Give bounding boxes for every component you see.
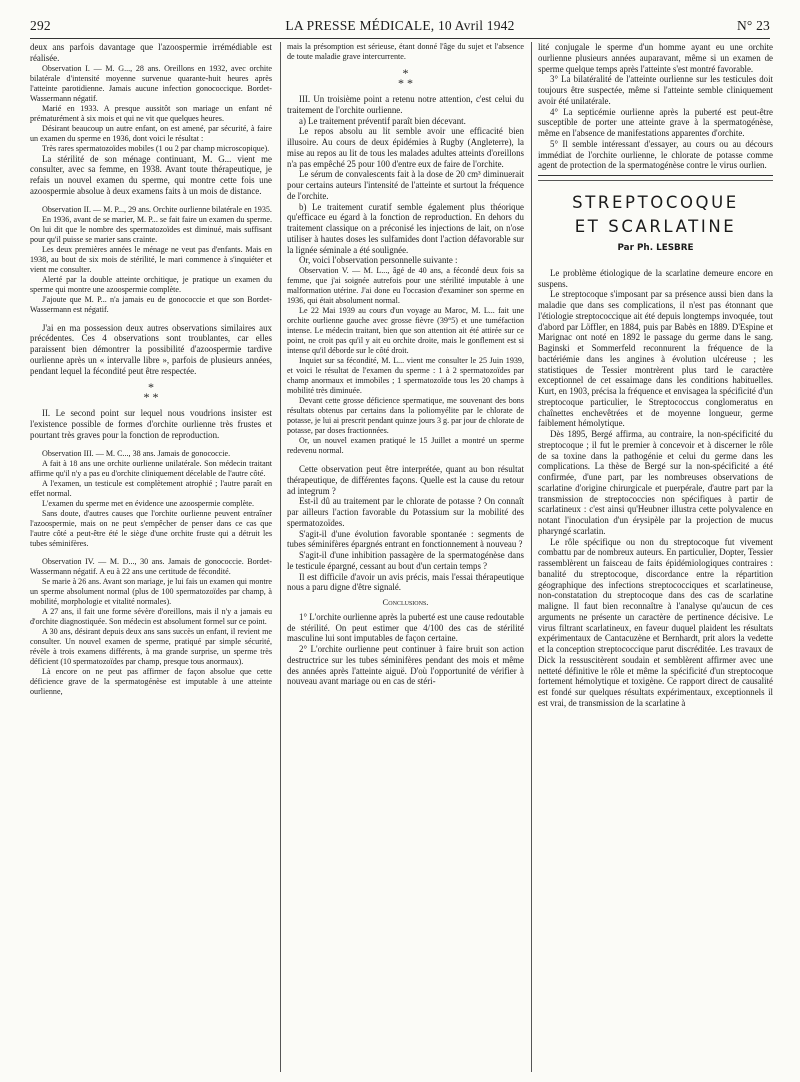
paragraph-gap [30,441,272,449]
paragraph: A fait à 18 ans une orchite ourlienne unilatérale. Son médecin traitant affirme qu'il n'y a pas eu d'orchite cliniquement décelable de l'autre côté. [30,458,272,478]
column-divider [531,42,532,1072]
paragraph: Observation II. — M. P..., 29 ans. Orchite ourlienne bilatérale en 1935. [42,204,272,214]
paragraph: Observation III. — M. C..., 38 ans. Jamais de gonococcie. [42,448,231,458]
paragraph: Inquiet sur sa fécondité, M. L... vient me consulter le 25 Juin 1939, et voici le résultat de l'examen du sperme : 1 à 2 spermatozoïdes par champ anormaux et immobiles ; 1 spermatozoïde tous les 20 champs à mobilité très diminuée. [287,356,524,395]
section-stars: * * * [398,66,413,90]
paragraph: lité conjugale le sperme d'un homme ayant eu une orchite ourlienne plusieurs années auparavant, même si un examen de sperme quelque temps après l'atteinte s'est montré favorable. [538,42,773,74]
paragraph: a) Le traitement préventif paraît bien décevant. [299,115,466,126]
article-body [538,268,773,709]
paragraph: Dès 1895, Bergé affirma, au contraire, la non-spécificité du streptocoque ; il fut le premier à concevoir et à discerner le rôle de sa toxine dans la pathogénie et celui du germe dans les complications. La thèse de Bergé sur la non-spécificité a été confirmée, d'une part, par les nombreuses observations de scarlatine d'origine chirurgicale et puerpérale, d'autre part par la transmission de streptococcies non spécifiques à partir de scarlatineux : c'est ainsi qu'Heubner illustra cette polyvalence en notant l'inoculation d'un érysipèle par la projection de mucus pharyngé scarlatin. [538,429,773,536]
paragraph: Alerté par la double atteinte orchitique, je pratique un examen du sperme qui montre une azoospermie complète. [30,274,272,294]
paragraph: Les deux premières années le ménage ne veut pas d'enfants. Mais en 1938, au bout de six mois de stérilité, le mari commence à s'inquiéter et vient me consulter. [30,244,272,274]
paragraph: Cette observation peut être interprétée, quant au bon résultat thérapeutique, de différentes façons. Quelle est la cause du retour ad integrum ? [287,464,524,496]
article-author: Par Ph. LESBRE [617,243,694,253]
paragraph: Là encore on ne peut pas affirmer de façon absolue que cette déficience grave de la spermatogénèse est imputable à une atteinte ourlienne, [30,666,272,696]
paragraph: S'agit-il d'une inhibition passagère de la spermatogénèse dans le testicule épargné, cessant au bout d'un certain temps ? [287,550,524,571]
paragraph: J'ai en ma possession deux autres observations similaires aux précédentes. Ces 4 observations sont troublantes, car elles paraissent bien démontrer la possibilité d'azoospermie tardive ourlienne après un « intervalle libre », parfois de plusieurs années, pendant lequel la fécondité peut être respectée. [30,322,272,376]
paragraph: S'agit-il d'une évolution favorable spontanée : segments de tubes séminifères épargnés entrant en fonctionnement à nouveau ? [287,528,524,550]
paragraph: Marié en 1933. A presque aussitôt son mariage un enfant né prématurément à six mois et qui ne vit que quelques heures. [30,103,272,123]
paragraph: Le sérum de convalescents fait à la dose de 20 cm³ diminuerait pour certains auteurs l'intensité de l'atteinte et surtout la fréquence de l'orchite. [287,169,524,201]
paragraph: Devant cette grosse déficience spermatique, me souvenant des bons résultats obtenus par certains dans la poliomyélite par le chlorate de potasse, je lui ai prescrit pendant quinze jours 3 g. par jour de chlorate de potasse, par doses fractionnées. [287,396,524,435]
paragraph: deux ans parfois davantage que l'azoospermie irrémédiable est réalisée. [30,42,272,63]
paragraph: Désirant beaucoup un autre enfant, on est amené, par sécurité, à faire un examen du sperme en 1936, dont voici le résultat : [30,123,272,143]
column-2 [287,42,524,1074]
paragraph: L'examen du sperme met en évidence une azoospermie complète. [42,498,255,508]
paragraph: En 1936, avant de se marier, M. P... se fait faire un examen du sperme. On lui dit que le nombre des spermatozoïdes est diminué, mais suffisant pour qu'il puisse se marier sans crainte. [30,214,272,244]
paragraph: La stérilité de son ménage continuant, M. G... vient me consulter, avec sa femme, en 1938. Avant toute thérapeutique, je refais un nouvel examen du sperme, qui montre cette fois une azoospermie absolue à deux examens faits à un mois de distance. [30,153,272,196]
paragraph: Le streptocoque s'imposant par sa présence aussi bien dans la maladie que dans ses complications, il n'est pas étonnant que l'étiologie streptococcique ait été depuis longtemps invoquée, tout d'abord par Löffler, en 1884, puis par Babès en 1889. D'Espine et Marignac ont noté en 1892 le passage du germe dans le sang. Baginski et Sommerfeld reconnurent la fréquence de la bactériémie dans les angines à évolution ulcéreuse ; les statistiques de Tessier montrèrent plus tard le caractère exceptionnel de cet essaimage dans les conditions habituelles. Kurt, en 1903, précisa la fréquence et envisagea la spécificité d'un streptocoque particulier, le Streptococcus conglomeratus en chaînettes enchevêtrées et de moyenne longueur, germe faiblement hémolytique. [538,289,773,429]
article-title [538,191,773,239]
paragraph: Sans doute, d'autres causes que l'orchite ourlienne peuvent entraîner l'azoospermie, mais on ne peut s'empêcher de penser dans ce cas que l'autre côté a peut-être été le siège d'une orchite fruste qui a détruit les tubes séminifères. [30,508,272,548]
paragraph: Le 22 Mai 1939 au cours d'un voyage au Maroc, M. L... fait une orchite ourlienne gauche avec grosse fièvre (39°5) et une tuméfaction intense. Le médecin traitant, bien que son attention ait été attirée sur ce point, ne croit pas qu'il y ait eu orchite droite, mais le gonflement est si intense qu'il déborde sur le côté droit. [287,306,524,355]
paragraph: b) Le traitement curatif semble également plus théorique qu'efficace eu égard à la fonction de reproduction. En dehors du traitement classique on a préconisé les injections de lait, on n'ose utiliser à hautes doses les sulfamides dont l'action défavorable sur la lignée séminale a été soulignée. [287,201,524,255]
issue-date: 10 Avril 1942 [437,18,515,33]
paragraph: mais la présomption est sérieuse, étant donné l'âge du sujet et l'absence de toute maladie grave intercurrente. [287,42,524,61]
paragraph: Il est difficile d'avoir un avis précis, mais l'essai thérapeutique nous a paru digne d'être signalé. [287,571,524,593]
paragraph: A 30 ans, désirant depuis deux ans sans succès un enfant, il revient me consulter. Un nouvel examen de sperme, pratiqué par simple sécurité, révèle à trois examens différents, à ma grande surprise, un sperme très déficient (10 spermatozoïdes par champ, presque tous anormaux). [30,626,272,666]
paragraph: Est-il dû au traitement par le chlorate de potasse ? On connaît par ailleurs l'action favorable du Potassium sur la mobilité des spermatozoïdes. [287,496,524,528]
paragraph: II. Le second point sur lequel nous voudrions insister est l'existence possible de formes d'orchite ourlienne très frustes et pourtant très graves pour la fonction de reproduction. [30,408,272,440]
paragraph: III. Un troisième point a retenu notre attention, c'est celui du traitement de l'orchite ourlienne. [287,94,524,115]
paragraph-gap [30,315,272,323]
article-separator [538,175,773,176]
paragraph: 2° L'orchite ourlienne peut continuer à faire bruit son action destructrice sur les tubes séminifères pendant des mois et même des années après l'atteinte aiguë. D'où l'opportunité de vérifier à nouveau avant mariage ou en cas de stéri- [287,644,524,687]
issue-number: N° 23 [736,18,770,33]
header-rule [30,38,770,39]
paragraph: Or, voici l'observation personnelle suivante : [299,255,458,266]
column-3 [538,42,773,1074]
paragraph: Observation V. — M. L..., âgé de 40 ans, a fécondé deux fois sa femme, que j'ai soignée autrefois pour une stérilité imputable à une malformation utérine. J'ai done eu l'occasion d'examiner son sperme en 1936, qui était absolument normal. [287,266,524,305]
paragraph: Observation I. — M. G..., 28 ans. Oreillons en 1932, avec orchite bilatérale d'intensité moyenne survenue quarante-huit heures après l'atteinte parotidienne. Jamais aucune infection gonococcique. Bordet-Wassermann négatif. [30,63,272,103]
paragraph: Le repos absolu au lit semble avoir une efficacité bien illusoire. Au cours de deux épidémies à Rugby (Angleterre), la mise au repos au lit de tous les malades adultes atteints d'oreillons n'a pas empêché 25 pour 100 d'entre eux de faire de l'orchite. [287,126,524,169]
page-header [30,18,770,38]
paragraph: A 27 ans, il fait une forme sévère d'oreillons, mais il n'y a jamais eu d'orchite diagnostiquée. Son médecin est absolument formel sur ce point. [30,606,272,626]
paragraph: A l'examen, un testicule est complètement atrophié ; l'autre paraît en effet normal. [30,478,272,498]
paragraph: Or, un nouvel examen pratiqué le 15 Juillet a montré un sperme redevenu normal. [287,436,524,455]
paragraph: Très rares spermatozoïdes mobiles (1 ou 2 par champ microscopique). [42,143,270,153]
journal-title: LA PRESSE MÉDICALE, [285,18,435,33]
conclusions-heading: Conclusions. [382,597,429,607]
column-3-continuation [538,42,773,171]
page-number: 292 [30,18,51,33]
paragraph: Le problème étiologique de la scarlatine demeure encore en suspens. [538,267,773,289]
article-separator [538,180,773,181]
paragraph: 5° Il semble intéressant d'essayer, au cours ou au décours immédiat de l'orchite ourlienne, le chlorate de potasse comme agent de protection de la spermatogénèse contre le virus ourlien. [538,138,773,171]
article-title-line: STREPTOCOQUE [572,193,739,212]
section-stars: * * * [143,380,159,405]
paragraph: Observation IV. — M. D..., 30 ans. Jamais de gonococcie. Bordet-Wassermann négatif. A eu à 22 ans une certitude de fécondité. [30,556,272,576]
paragraph: 4° La septicémie ourlienne après la puberté est peut-être susceptible de porter une atteinte grave à la spermatogénèse, même en l'absence de manifestations apparentes d'orchite. [538,106,773,138]
paragraph: 1° L'orchite ourlienne après la puberté est une cause redoutable de stérilité. On peut estimer que 4/100 des cas de stérilité masculine lui sont imputables de façon certaine. [287,611,524,644]
journal-header [30,18,770,34]
article-title-line: ET SCARLATINE [574,217,737,236]
paragraph: Le rôle spécifique ou non du streptocoque fut vivement combattu par de nombreux auteurs. En particulier, Dopter, Tessier rassemblèrent un faisceau de faits épidémiologiques contraires : banalité du streptocoque, discordance entre la répartition géographique des infections streptococciques et scarlatineuse, non-constatation du streptocoque dans des cas de scarlatine maligne. Il faut bien reconnaître à l'analyse qu'aucun de ces arguments ne présente un caractère de pertinence décisive. Le virus filtrant scarlatineux, en faveur duquel plaident les résultats expérimentaux de Cantacuzène et Bernhardt, prit alors la vedette et la conception streptococcique parut discréditée. Les travaux de Dick la ressuscitèrent soudain et semblèrent affirmer avec une netteté définitive le rôle et même la spécificité d'un streptocoque fortement hémolytique et toxigène. Ce rapport direct de causalité est fondé sur quelques résultats expérimentaux, exceptionnels il est vrai, de transmission de la scarlatine à [538,536,773,708]
paragraph: 3° La bilatéralité de l'atteinte ourlienne sur les testicules doit toujours être suspectée, même si l'atteinte semble cliniquement avoir été unilatérale. [538,74,773,106]
paragraph: Se marie à 26 ans. Avant son mariage, je lui fais un examen qui montre un sperme absolument normal (plus de 100 spermatozoïdes par champ, à mobilité, morphologie et vitalité normales). [30,576,272,606]
paragraph-gap [30,549,272,557]
column-divider [280,42,281,1072]
paragraph-gap [30,197,272,205]
paragraph-gap [287,456,524,464]
paragraph: J'ajoute que M. P... n'a jamais eu de gonococcie et que son Bordet-Wassermann est négatif. [30,294,272,314]
column-1 [30,42,272,1074]
